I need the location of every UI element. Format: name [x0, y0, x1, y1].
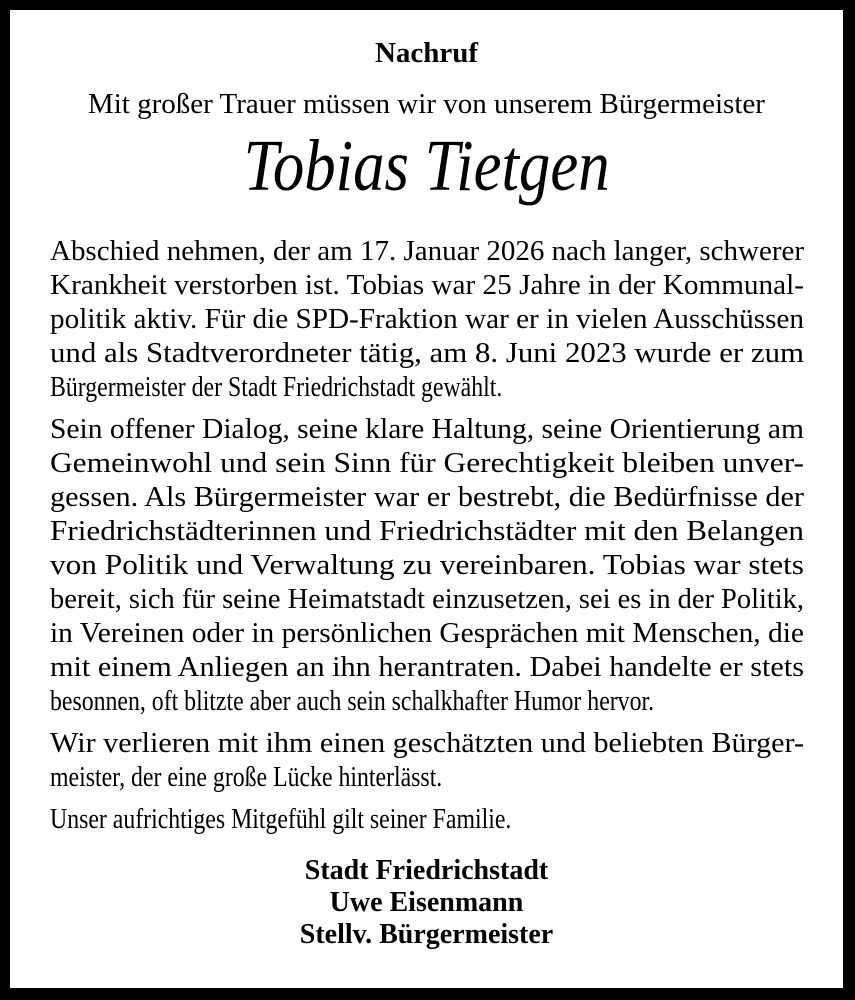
body-line: [50, 413, 804, 447]
body-line: [50, 447, 804, 481]
body-line-text: meister, der eine große Lücke hinterlässt.: [50, 762, 443, 793]
notice-kicker-text: Nachruf: [374, 37, 479, 69]
body-line: [50, 371, 804, 405]
body-line-text: in Vereinen oder in persönlichen Gesprächen mit Menschen, die: [50, 618, 804, 649]
signature-role: Stellv. Bürgermeister: [299, 919, 554, 950]
body-line: [50, 727, 804, 761]
body-line-text: Bürgermeister der Stadt Friedrichstadt gewählt.: [50, 372, 503, 403]
body-line: [50, 549, 804, 583]
obituary-paragraph-4: [50, 803, 804, 837]
body-line-text: Gemeinwohl und sein Sinn für Gerechtigkeit bleiben unver-: [50, 448, 804, 479]
body-line-text: Sein offener Dialog, seine klare Haltung, seine Orientierung am: [50, 414, 804, 445]
body-line: [50, 337, 804, 371]
body-line-text: und als Stadtverordneter tätig, am 8. Juni 2023 wurde er zum: [50, 338, 805, 369]
signature-block: [10, 855, 843, 951]
signature-organization: Stadt Friedrichstadt: [304, 855, 549, 886]
body-line: [50, 515, 804, 549]
body-line: [50, 685, 804, 719]
body-line: [50, 481, 804, 515]
obituary-paragraph-2: [50, 413, 804, 719]
obituary-paragraph-3: [50, 727, 804, 795]
body-line: [50, 803, 804, 837]
body-line: [50, 235, 804, 269]
body-line: [50, 303, 804, 337]
intro-line: [10, 87, 843, 121]
intro-line-text: Mit großer Trauer müssen wir von unserem Bürgermeister: [87, 88, 765, 120]
body-line: [50, 269, 804, 303]
body-line-text: Wir verlieren mit ihm einen geschätzten und beliebten Bürger-: [50, 728, 804, 759]
deceased-name: Tobias Tietgen: [243, 125, 610, 206]
obituary-paragraph-1: [50, 235, 804, 405]
notice-kicker: [10, 37, 843, 69]
deceased-name-row: [10, 126, 843, 206]
body-line-text: politik aktiv. Für die SPD-Fraktion war er in vielen Ausschüssen: [50, 304, 805, 335]
body-line-text: bereit, sich für seine Heimatstadt einzusetzen, sei es in der Politik,: [50, 584, 805, 615]
body-line-text: von Politik und Verwaltung zu vereinbaren. Tobias war stets: [50, 550, 804, 581]
signature-person: Uwe Eisenmann: [329, 887, 524, 918]
body-line: [50, 761, 804, 795]
body-line-text: gessen. Als Bürgermeister war er bestrebt, die Bedürfnisse der: [50, 482, 804, 513]
body-line-text: Krankheit verstorben ist. Tobias war 25 Jahre in der Kommunal-: [50, 270, 804, 301]
body-line-text: mit einem Anliegen an ihn herantraten. Dabei handelte er stets: [50, 652, 804, 683]
body-line: [50, 583, 804, 617]
obituary-body: [50, 235, 804, 837]
body-line: [50, 651, 804, 685]
body-line: [50, 617, 804, 651]
body-line-text: Unser aufrichtiges Mitgefühl gilt seiner Familie.: [50, 804, 512, 835]
body-line-text: besonnen, oft blitzte aber auch sein schalkhafter Humor hervor.: [50, 686, 655, 717]
body-line-text: Friedrichstädterinnen und Friedrichstädter mit den Belangen: [50, 516, 804, 547]
body-line-text: Abschied nehmen, der am 17. Januar 2026 nach langer, schwerer: [50, 236, 804, 267]
